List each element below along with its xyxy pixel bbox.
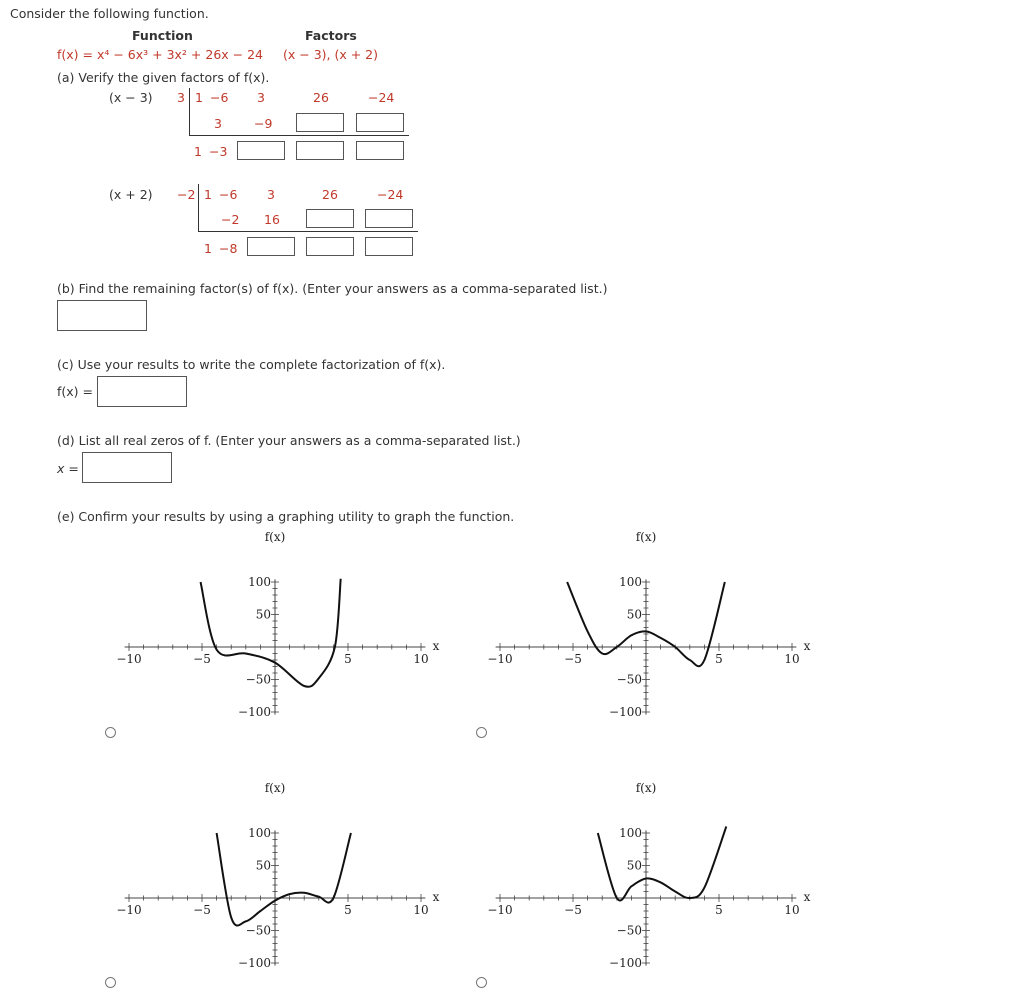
factorization-input[interactable] <box>97 376 187 407</box>
graph-option-c <box>114 777 444 993</box>
x-tick-label: −5 <box>564 903 582 917</box>
x-axis-label: x <box>432 890 440 904</box>
factorization-label: f(x) = <box>57 384 93 399</box>
part-d-prompt: (d) List all real zeros of f. (Enter your answers as a comma-separated list.) <box>57 433 521 448</box>
y-tick-label: −50 <box>245 672 271 687</box>
x-tick-label: −10 <box>487 903 513 917</box>
div2-row2-input-2[interactable] <box>365 209 413 228</box>
function-curve <box>201 579 341 687</box>
radio-option-a[interactable] <box>105 727 116 738</box>
div2-horizontal-rule <box>198 231 418 232</box>
div1-row2-input-1[interactable] <box>296 113 344 132</box>
div2-row3-val-1: 1 <box>204 241 212 256</box>
div1-coeff-2: −6 <box>210 90 229 105</box>
graph-option-b <box>485 526 815 742</box>
x-tick-label: 5 <box>715 903 723 917</box>
y-tick-label: 100 <box>619 575 642 589</box>
div2-row2-input-1[interactable] <box>306 209 354 228</box>
graph-option-d <box>485 777 815 993</box>
radio-option-d[interactable] <box>476 977 487 988</box>
y-tick-label: 50 <box>626 858 642 873</box>
x-tick-label: 5 <box>715 652 723 666</box>
y-tick-label: −50 <box>616 672 642 687</box>
div1-divisor: 3 <box>177 90 185 105</box>
x-tick-label: 10 <box>413 903 429 917</box>
y-tick-label: −100 <box>609 956 642 970</box>
div2-row3-input-3[interactable] <box>365 237 413 256</box>
y-tick-label: 50 <box>255 858 271 873</box>
factors-expression: (x − 3), (x + 2) <box>283 47 378 62</box>
x-tick-label: −10 <box>487 652 513 666</box>
x-tick-label: −10 <box>116 903 142 917</box>
y-axis-label: f(x) <box>264 530 286 544</box>
function-expression: f(x) = x⁴ − 6x³ + 3x² + 26x − 24 <box>57 47 263 62</box>
x-tick-label: −5 <box>193 903 211 917</box>
x-tick-label: −5 <box>193 652 211 666</box>
y-axis-label: f(x) <box>635 530 657 544</box>
div1-row2-input-2[interactable] <box>356 113 404 132</box>
x-tick-label: 10 <box>413 652 429 666</box>
div1-coeff-3: 3 <box>257 90 265 105</box>
div2-row3-val-2: −8 <box>219 241 238 256</box>
div1-factor: (x − 3) <box>109 90 153 105</box>
part-c-prompt: (c) Use your results to write the complete factorization of f(x). <box>57 357 446 372</box>
part-e-prompt: (e) Confirm your results by using a graphing utility to graph the function. <box>57 509 515 524</box>
x-axis-label: x <box>803 639 811 653</box>
div1-row3-val-2: −3 <box>209 144 228 159</box>
div1-coeff-5: −24 <box>368 90 395 105</box>
div2-coeff-2: −6 <box>219 187 238 202</box>
y-axis-label: f(x) <box>635 781 657 795</box>
function-header: Function <box>132 28 193 43</box>
function-curve <box>217 833 351 926</box>
y-tick-label: −50 <box>616 923 642 938</box>
factors-header: Factors <box>305 28 357 43</box>
div1-vertical-rule <box>189 88 190 135</box>
y-tick-label: −100 <box>238 705 271 719</box>
intro-text: Consider the following function. <box>10 6 209 21</box>
div1-coeff-1: 1 <box>195 90 203 105</box>
x-tick-label: 5 <box>344 652 352 666</box>
div2-divisor: −2 <box>177 187 196 202</box>
y-tick-label: −100 <box>238 956 271 970</box>
y-tick-label: 100 <box>619 826 642 840</box>
y-tick-label: 50 <box>255 607 271 622</box>
div2-row3-input-2[interactable] <box>306 237 354 256</box>
div1-coeff-4: 26 <box>313 90 329 105</box>
graph-option-a <box>114 526 444 742</box>
zeros-label: x = <box>57 461 79 476</box>
x-axis-label: x <box>432 639 440 653</box>
div2-factor: (x + 2) <box>109 187 153 202</box>
y-tick-label: 50 <box>626 607 642 622</box>
div1-horizontal-rule <box>189 135 409 136</box>
div2-coeff-1: 1 <box>204 187 212 202</box>
x-tick-label: −10 <box>116 652 142 666</box>
div2-coeff-4: 26 <box>322 187 338 202</box>
function-curve <box>598 827 726 901</box>
div2-row2-val-1: −2 <box>221 212 240 227</box>
y-tick-label: −50 <box>245 923 271 938</box>
div2-coeff-5: −24 <box>377 187 404 202</box>
x-tick-label: 10 <box>784 903 800 917</box>
div1-row3-val-1: 1 <box>194 144 202 159</box>
y-tick-label: 100 <box>248 826 271 840</box>
div2-vertical-rule <box>198 184 199 231</box>
x-axis-label: x <box>803 890 811 904</box>
real-zeros-input[interactable] <box>82 452 172 483</box>
part-a-prompt: (a) Verify the given factors of f(x). <box>57 70 270 85</box>
div1-row3-input-1[interactable] <box>237 141 285 160</box>
radio-option-c[interactable] <box>105 977 116 988</box>
div2-row3-input-1[interactable] <box>247 237 295 256</box>
div1-row2-val-1: 3 <box>214 116 222 131</box>
x-tick-label: 5 <box>344 903 352 917</box>
x-tick-label: −5 <box>564 652 582 666</box>
div1-row2-val-2: −9 <box>254 116 273 131</box>
x-tick-label: 10 <box>784 652 800 666</box>
y-tick-label: 100 <box>248 575 271 589</box>
y-axis-label: f(x) <box>264 781 286 795</box>
remaining-factors-input[interactable] <box>57 300 147 331</box>
div2-coeff-3: 3 <box>267 187 275 202</box>
div2-row2-val-2: 16 <box>264 212 280 227</box>
div1-row3-input-2[interactable] <box>296 141 344 160</box>
radio-option-b[interactable] <box>476 727 487 738</box>
y-tick-label: −100 <box>609 705 642 719</box>
part-b-prompt: (b) Find the remaining factor(s) of f(x). (Enter your answers as a comma-separated list.) <box>57 281 608 296</box>
div1-row3-input-3[interactable] <box>356 141 404 160</box>
